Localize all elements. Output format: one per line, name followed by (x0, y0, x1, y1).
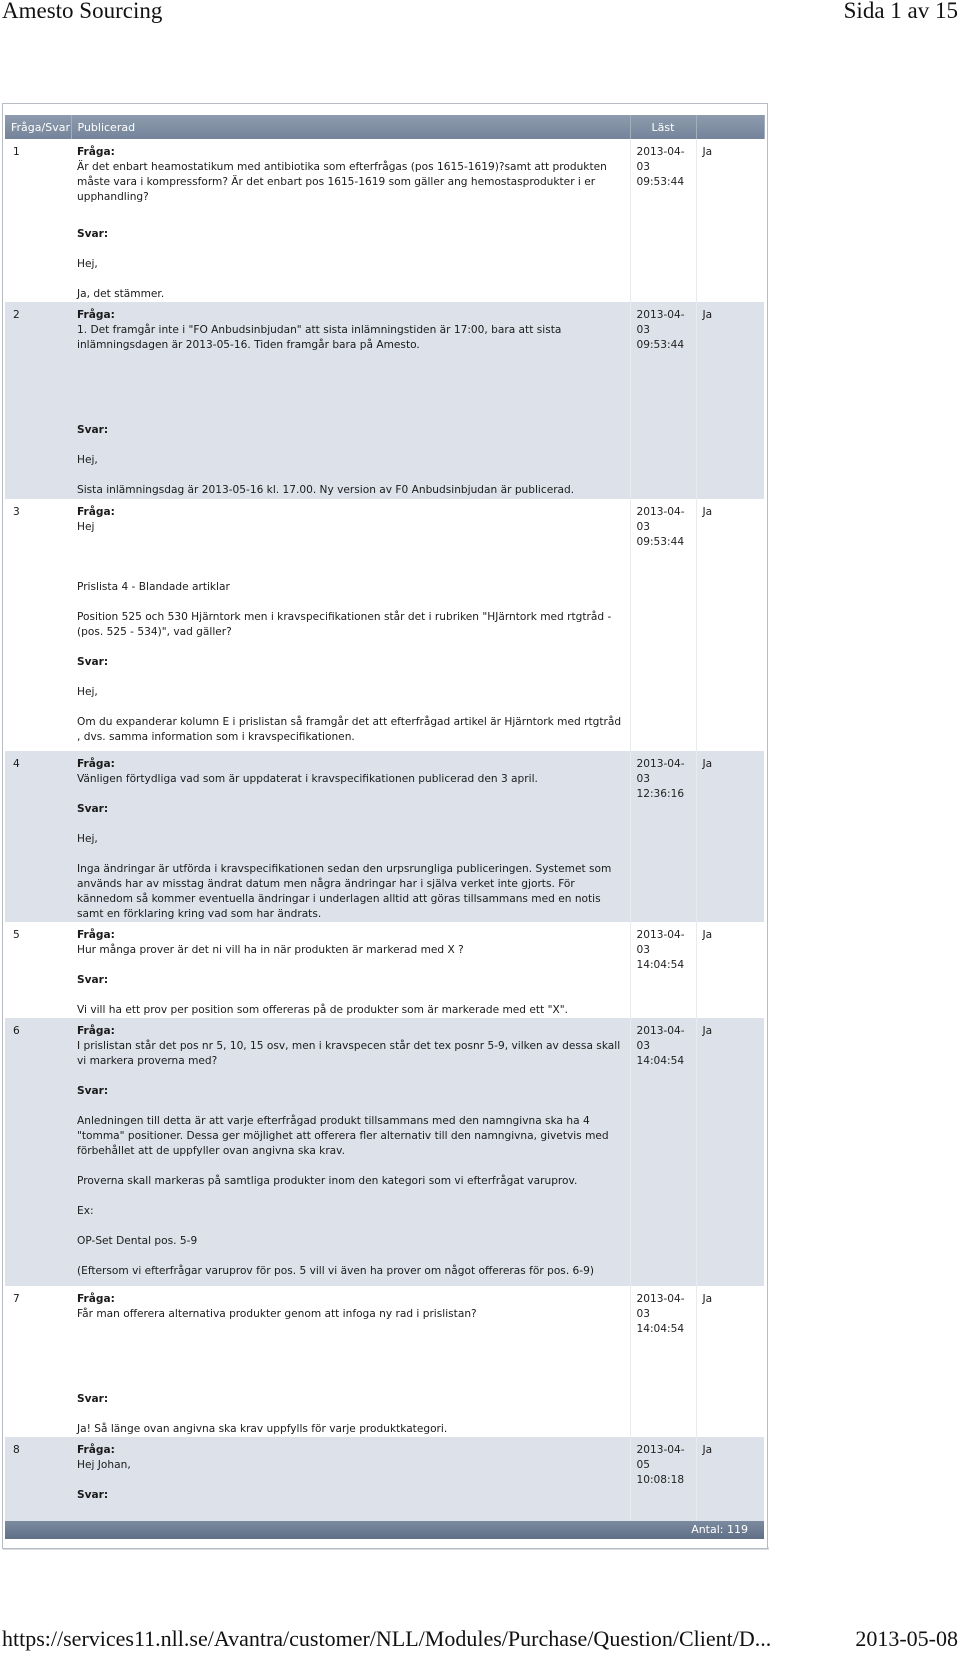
published-date: 2013-04-03 (636, 1293, 685, 1320)
side-margin (768, 103, 960, 1547)
answer-text (77, 1407, 624, 1437)
table-row[interactable] (5, 1018, 764, 1286)
answer-paragraph: Ex: (77, 1205, 94, 1217)
answer-paragraph: Hej, (77, 258, 98, 270)
row-number: 3 (5, 499, 71, 751)
published-cell (630, 1018, 696, 1286)
published-date: 2013-04-03 (636, 929, 685, 956)
published-time: 14:04:54 (636, 959, 685, 971)
qa-cell (71, 499, 630, 751)
question-paragraph: Är det enbart heamostatikum med antibiotika som efterfrågas (pos 1615-1619)?samt att produkten måste vara i kompressform? Är det enbart pos 1615-1619 som gäller ang hemostasprodukter i er upphandling? (77, 161, 607, 203)
question-paragraph: 1. Det framgår inte i "FO Anbudsinbjudan" att sista inlämningstiden är 17:00, bara att sista inlämningsdagen är 2013-05-16. Tiden framgår bara på Amesto. (77, 324, 562, 351)
published-time: 12:36:16 (636, 788, 685, 800)
answer-label: Svar: (77, 803, 109, 815)
answer-paragraph: Ja! Så länge ovan angivna ska krav uppfylls för varje produktkategori. (77, 1423, 448, 1435)
answer-text (77, 817, 624, 922)
header-blank (696, 115, 764, 139)
published-time: 14:04:54 (636, 1055, 685, 1067)
question-text (77, 323, 624, 353)
answer-text (77, 242, 624, 302)
question-text (77, 1307, 624, 1322)
question-label: Fråga: (77, 1444, 115, 1456)
question-text (77, 520, 624, 640)
questions-panel (5, 115, 764, 1539)
answer-paragraph: Hej, (77, 454, 98, 466)
read-status: Ja (696, 139, 764, 302)
published-date: 2013-04-03 (636, 758, 685, 785)
published-time: 10:08:18 (636, 1474, 685, 1486)
published-cell (630, 1286, 696, 1437)
qa-cell (71, 139, 630, 302)
questions-table-body (5, 139, 764, 1521)
answer-paragraph: Hej, (77, 686, 98, 698)
print-footer-url: https://services11.nll.se/Avantra/customer/NLL/Modules/Purchase/Question/Client/D... (2, 1626, 772, 1651)
answer-paragraph: Om du expanderar kolumn E i prislistan så framgår det att efterfrågad artikel är Hjärntork med rtgtråd , dvs. samma information som i kravspecifikationen. (77, 716, 622, 743)
question-label: Fråga: (77, 1025, 115, 1037)
answer-text (77, 438, 624, 498)
read-status: Ja (696, 751, 764, 922)
published-date: 2013-04-03 (636, 1025, 685, 1052)
print-header (0, 0, 960, 28)
table-row[interactable] (5, 499, 764, 751)
print-footer (0, 1626, 960, 1653)
question-paragraph: Hej Johan, (77, 1459, 131, 1471)
question-text (77, 160, 624, 205)
question-paragraph: Hej (77, 521, 95, 533)
header-read[interactable]: Läst (630, 115, 696, 139)
published-cell (630, 751, 696, 922)
header-published[interactable]: Publicerad (71, 115, 630, 139)
table-row[interactable] (5, 1286, 764, 1437)
question-text (77, 1458, 624, 1473)
qa-cell (71, 302, 630, 499)
qa-cell (71, 1437, 630, 1521)
table-row[interactable] (5, 139, 764, 302)
question-label: Fråga: (77, 506, 115, 518)
question-text (77, 772, 624, 787)
row-number: 7 (5, 1286, 71, 1437)
question-text (77, 1039, 624, 1069)
published-date: 2013-04-03 (636, 146, 685, 173)
published-cell (630, 1437, 696, 1521)
qa-cell (71, 1286, 630, 1437)
table-row[interactable] (5, 922, 764, 1018)
question-paragraph: Hur många prover är det ni vill ha in när produkten är markerad med X ? (77, 944, 464, 956)
answer-paragraph: Ja, det stämmer. (77, 288, 165, 300)
table-row[interactable] (5, 302, 764, 499)
question-paragraph: Position 525 och 530 Hjärntork men i kravspecifikationen står det i rubriken "HJärntork med rtgtråd - (pos. 525 - 534)", vad gäller? (77, 611, 612, 638)
published-cell (630, 922, 696, 1018)
row-number: 8 (5, 1437, 71, 1521)
answer-text (77, 1099, 624, 1279)
published-cell (630, 499, 696, 751)
answer-paragraph: Proverna skall markeras på samtliga produkter inom den kategori som vi efterfrågat varuprov. (77, 1175, 578, 1187)
read-status: Ja (696, 922, 764, 1018)
read-status: Ja (696, 1286, 764, 1437)
read-status: Ja (696, 499, 764, 751)
print-footer-date: 2013-05-08 (855, 1626, 958, 1651)
read-status: Ja (696, 302, 764, 499)
answer-paragraph: Anledningen till detta är att varje efterfrågad produkt tillsammans med den namngivna ska ha 4 "tomma" positioner. Dessa ger möjlighet att offerera fler alternativ till den namngivna, givetvis med förbehållet att de uppfyller ovan angivna ska krav. (77, 1115, 609, 1157)
published-cell (630, 302, 696, 499)
published-time: 09:53:44 (636, 339, 685, 351)
row-number: 6 (5, 1018, 71, 1286)
answer-label: Svar: (77, 228, 109, 240)
published-date: 2013-04-03 (636, 506, 685, 533)
question-text (77, 943, 624, 958)
answer-paragraph: OP-Set Dental pos. 5-9 (77, 1235, 198, 1247)
question-label: Fråga: (77, 1293, 115, 1305)
table-footer (5, 1521, 764, 1539)
answer-paragraph: (Eftersom vi efterfrågar varuprov för pos. 5 vill vi även ha prover om något offereras för pos. 6-9) (77, 1265, 594, 1277)
qa-cell (71, 922, 630, 1018)
question-paragraph: Får man offerera alternativa produkter genom att infoga ny rad i prislistan? (77, 1308, 477, 1320)
question-label: Fråga: (77, 146, 115, 158)
answer-label: Svar: (77, 1393, 109, 1405)
table-header-row (5, 115, 764, 139)
read-status: Ja (696, 1437, 764, 1521)
answer-paragraph: Inga ändringar är utförda i kravspecifikationen sedan den urpsrungliga publiceringen. Systemet som används har av misstag ändrat datum men några ändringar har i själva verket inte gjorts. För kännedom så kommer eventuella ändringar i underlagen alltid att göras tillsammans med en notis samt en förklaring kring vad som har ändrats. (77, 863, 612, 920)
published-time: 14:04:54 (636, 1323, 685, 1335)
answer-label: Svar: (77, 1489, 109, 1501)
published-date: 2013-04-03 (636, 309, 685, 336)
answer-paragraph: Hej, (77, 833, 98, 845)
answer-label: Svar: (77, 1085, 109, 1097)
result-count: Antal: 119 (691, 1523, 748, 1536)
table-row[interactable] (5, 751, 764, 922)
print-header-page: Sida 1 av 15 (843, 0, 958, 23)
row-number: 2 (5, 302, 71, 499)
published-date: 2013-04-05 (636, 1444, 685, 1471)
qa-cell (71, 751, 630, 922)
answer-text (77, 670, 624, 745)
read-status: Ja (696, 1018, 764, 1286)
header-qa[interactable]: Fråga/Svar (5, 115, 71, 139)
answer-paragraph: Vi vill ha ett prov per position som offereras på de produkter som är markerade med ett "X". (77, 1004, 568, 1016)
question-paragraph: I prislistan står det pos nr 5, 10, 15 osv, men i kravspecen står det tex posnr 5-9, vilken av dessa skall vi markera proverna med? (77, 1040, 621, 1067)
published-cell (630, 139, 696, 302)
qa-cell (71, 1018, 630, 1286)
row-number: 4 (5, 751, 71, 922)
table-row[interactable] (5, 1437, 764, 1521)
question-label: Fråga: (77, 758, 115, 770)
answer-label: Svar: (77, 974, 109, 986)
row-number: 1 (5, 139, 71, 302)
questions-table (5, 115, 765, 1521)
print-header-title: Amesto Sourcing (2, 0, 163, 23)
published-time: 09:53:44 (636, 536, 685, 548)
question-label: Fråga: (77, 309, 115, 321)
answer-label: Svar: (77, 656, 109, 668)
answer-label: Svar: (77, 424, 109, 436)
published-time: 09:53:44 (636, 176, 685, 188)
question-label: Fråga: (77, 929, 115, 941)
question-paragraph: Prislista 4 - Blandade artiklar (77, 581, 230, 593)
answer-text (77, 988, 624, 1018)
question-paragraph: Vänligen förtydliga vad som är uppdaterat i kravspecifikationen publicerad den 3 april. (77, 773, 538, 785)
answer-paragraph: Sista inlämningsdag är 2013-05-16 kl. 17.00. Ny version av F0 Anbudsinbjudan är publicerad. (77, 484, 575, 496)
row-number: 5 (5, 922, 71, 1018)
